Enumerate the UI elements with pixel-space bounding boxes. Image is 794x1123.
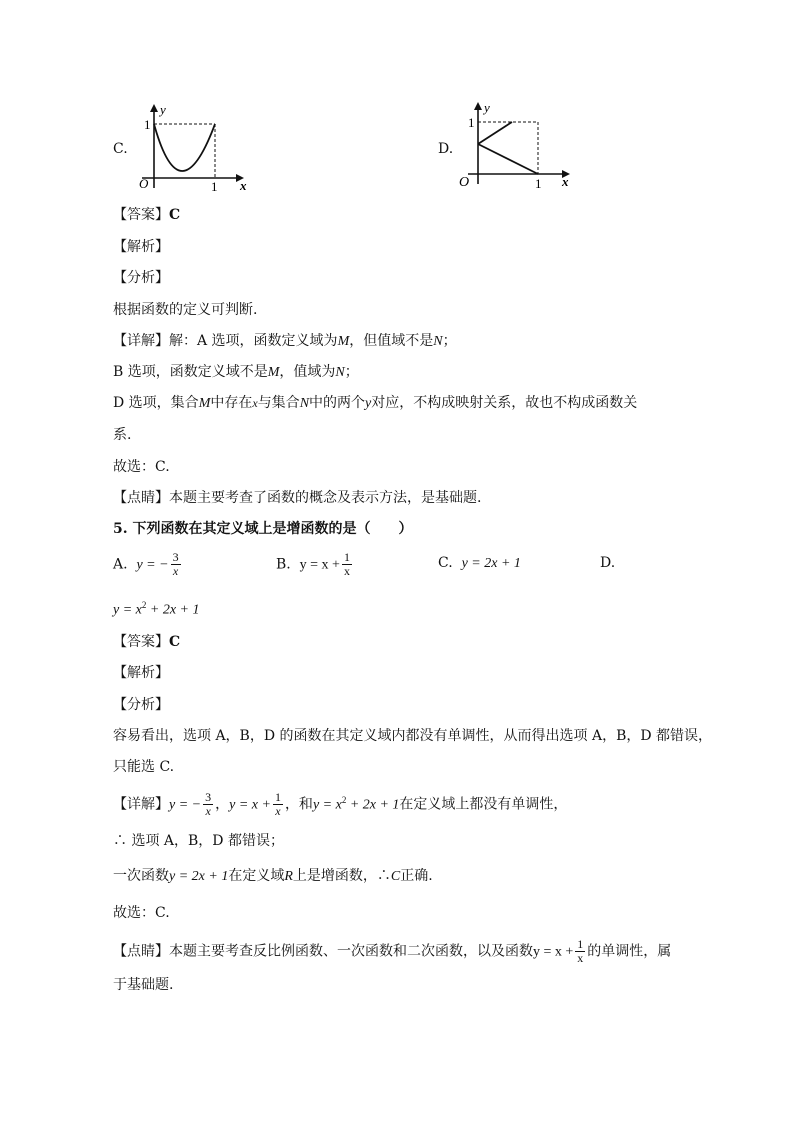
comment-tag: 【点睛】 [113,490,169,506]
answer-2 [113,632,180,652]
fenxi-2-line-1: 容易看出，选项 A，B，D 的函数在其定义域内都没有单调性，从而得出选项 A，B，D 都错误， [113,728,713,744]
option-c-label: C. [113,141,128,157]
graph-c-y-tick: 1 [144,117,151,132]
q5-option-d-label: D. [600,555,616,571]
graph-c-y-label: y [160,102,166,117]
answer-value: C [169,207,181,223]
graph-c-x-tick: 1 [211,179,218,194]
option-d-label: D. [438,141,454,157]
fenxi-tag-2: 【分析】 [113,697,169,713]
question-5-stem: 5. 下列函数在其定义域上是增函数的是（ ） [113,521,413,537]
comment-1: 【点睛】本题主要考查了函数的概念及表示方法，是基础题. [113,490,482,506]
comment-2-line-1: 【点睛】本题主要考查反比例函数、一次函数和二次函数，以及函数y = x + $\frac{1}{x}$ 的单调性，属 [113,937,672,965]
detail-tag: 【详解】 [113,796,169,813]
graph-d [456,98,586,193]
detail-2-line-3: 一次函数y = 2x + 1在定义域R上是增函数，∴C正确. [113,868,433,884]
choice-1: 故选：C. [113,459,170,475]
graph-d-y-label: y [484,100,490,115]
answer-1 [113,205,180,225]
graph-d-x-label: x [562,174,569,189]
graph-c-origin: O [139,176,149,191]
q5-option-b: B. y = x + $\frac{1}{x}$ [276,550,350,578]
detail-tag: 【详解】 [113,333,169,349]
detail-1-line-3: D 选项，集合M中存在x与集合N中的两个y对应，不构成映射关系，故也不构成函数关 [113,395,638,411]
fenxi-text-1: 根据函数的定义可判断. [113,302,258,318]
graph-d-x-tick: 1 [535,176,542,191]
comment-2-line-2: 于基础题. [113,977,174,993]
answer-tag: 【答案】 [113,207,169,223]
q5-option-a: A. y = − $\frac{3}{x}$ [113,550,179,578]
q5-option-c: C. y = 2x + 1 [438,555,521,571]
graph-c [132,100,262,195]
fenxi-tag-1: 【分析】 [113,270,169,286]
analysis-tag-2: 【解析】 [113,665,169,681]
comment-tag: 【点睛】 [113,943,169,960]
analysis-tag-1: 【解析】 [113,239,169,255]
detail-1-line-2: B 选项，函数定义域不是M，值域为N； [113,364,359,380]
detail-1-line-4: 系. [113,427,132,443]
detail-1-line-1: 【详解】解：A 选项，函数定义域为M，但值域不是N； [113,333,457,349]
answer-value: C [169,634,181,650]
answer-tag: 【答案】 [113,634,169,650]
detail-2-line-1: 【详解】y = − $\frac{3}{x}$ ，y = x + $\frac{1}{x}$ ，和$y = x^2 + 2x + 1$在定义域上都没有单调性， [113,790,568,819]
detail-2-line-2: ∴ 选项 A，B，D 都错误； [113,833,284,849]
graph-c-x-label: x [240,178,247,193]
graph-d-y-tick: 1 [468,115,475,130]
choice-2: 故选：C. [113,905,170,921]
fenxi-2-line-2: 只能选 C. [113,759,175,775]
graph-d-origin: O [459,175,470,190]
q5-option-d-expr: $y = x^2 + 2x + 1$ [113,600,200,618]
